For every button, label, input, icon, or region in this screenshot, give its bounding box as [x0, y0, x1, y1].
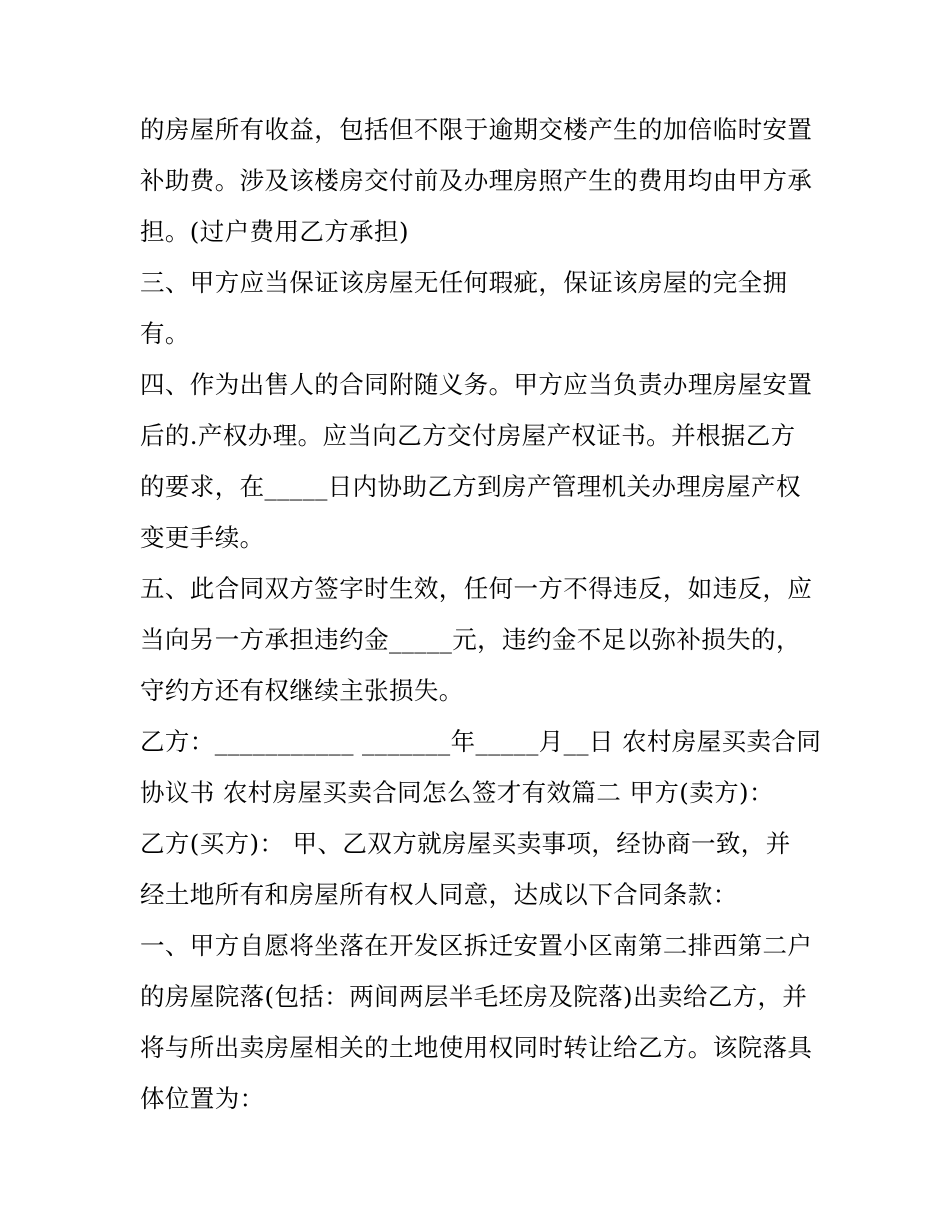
text-line: 乙方(买方)： 甲、乙双方就房屋买卖事项，经协商一致，并 — [140, 829, 791, 858]
text-line: 变更手续。 — [140, 523, 265, 552]
text-line: 担。(过户费用乙方承担) — [140, 217, 409, 246]
text-line: 守约方还有权继续主张损失。 — [140, 676, 464, 705]
text-line: 四、作为出售人的合同附随义务。甲方应当负责办理房屋安置 — [140, 370, 813, 399]
text-line: 体位置为： — [140, 1084, 265, 1113]
text-line: 有。 — [140, 319, 190, 348]
text-line: 后的.产权办理。应当向乙方交付房屋产权证书。并根据乙方 — [140, 421, 796, 450]
text-line: 的房屋院落(包括：两间两层半毛坯房及院落)出卖给乙方，并 — [140, 982, 808, 1011]
text-line: 补助费。涉及该楼房交付前及办理房照产生的费用均由甲方承 — [140, 166, 813, 195]
text-line: 五、此合同双方签字时生效，任何一方不得违反，如违反，应 — [140, 574, 813, 603]
text-line: 协议书 农村房屋买卖合同怎么签才有效篇二 甲方(卖方)： — [140, 778, 774, 807]
text-line: 的要求，在_____日内协助乙方到房产管理机关办理房屋产权 — [140, 472, 801, 501]
text-line: 经土地所有和房屋所有权人同意，达成以下合同条款： — [140, 880, 738, 909]
text-line: 乙方：___________ _______年_____月__日 农村房屋买卖合同 — [140, 727, 822, 756]
text-line: 三、甲方应当保证该房屋无任何瑕疵，保证该房屋的完全拥 — [140, 268, 788, 297]
text-line: 一、甲方自愿将坐落在开发区拆迁安置小区南第二排西第二户 — [140, 931, 813, 960]
text-line: 将与所出卖房屋相关的土地使用权同时转让给乙方。该院落具 — [140, 1033, 813, 1062]
text-line: 的房屋所有收益，包括但不限于逾期交楼产生的加倍临时安置 — [140, 115, 813, 144]
text-line: 当向另一方承担违约金_____元，违约金不足以弥补损失的， — [140, 625, 801, 654]
contract-body-text — [140, 104, 830, 1124]
